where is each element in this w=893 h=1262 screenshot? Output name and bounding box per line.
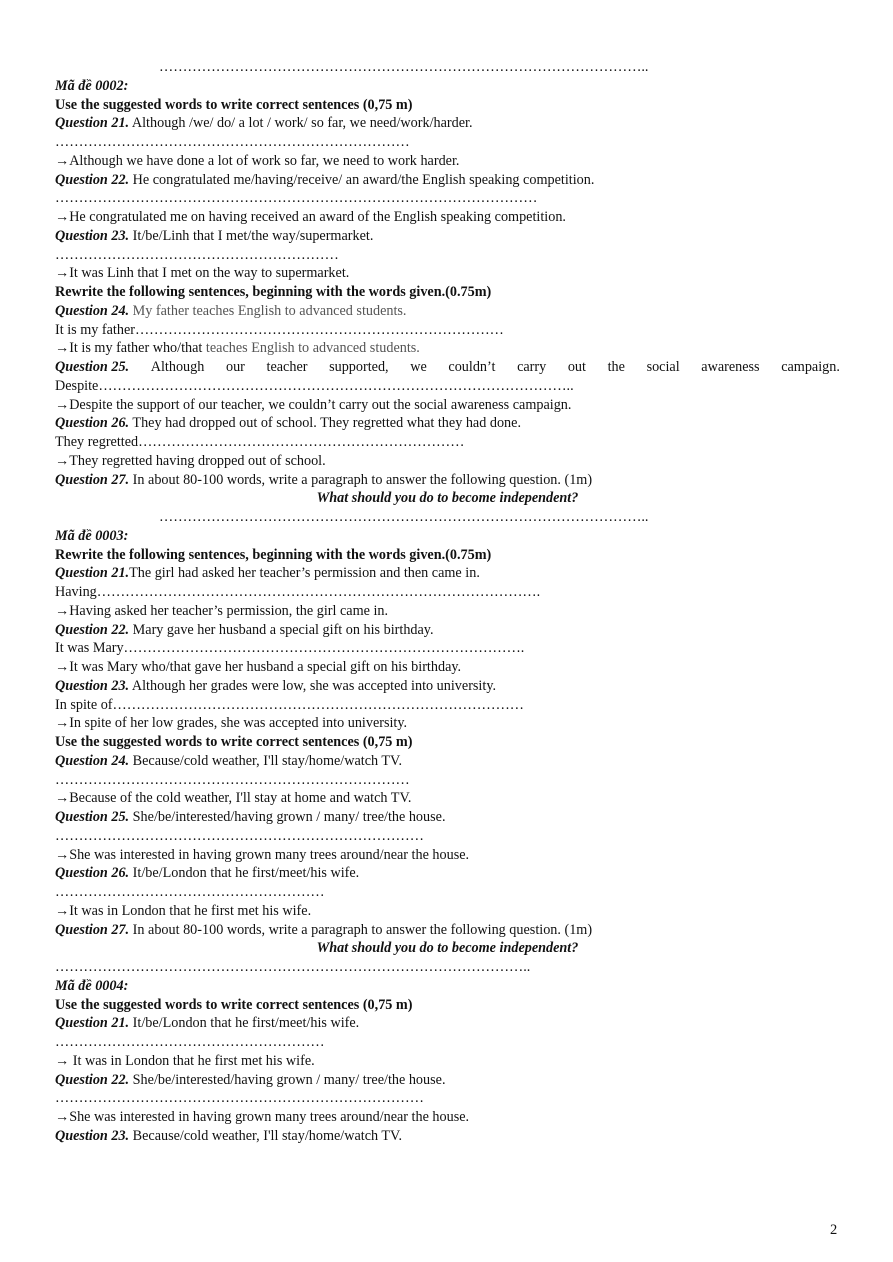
question-25 — [55, 358, 840, 377]
q25-word: carry — [517, 359, 547, 375]
arrow-icon: → — [55, 659, 70, 675]
part-title: Use the suggested words to write correct sentences (0,75 m) — [55, 996, 413, 1013]
question-text: She/be/interested/having grown / many/ tree/the house. — [129, 809, 446, 825]
q25-word: awareness — [701, 359, 760, 375]
question-text: It/be/London that he first/meet/his wife. — [129, 865, 360, 882]
arrow-icon: → — [55, 790, 70, 807]
answer — [55, 452, 840, 471]
question-label: Question 26. — [55, 415, 130, 432]
question-label: Question 23. — [55, 227, 130, 244]
arrow-icon: → — [55, 602, 70, 619]
answer-prompt: They regretted…………………………………………………………… — [55, 434, 465, 450]
question-22 — [55, 621, 840, 640]
question-text: In about 80-100 words, write a paragraph to answer the following question. (1m) — [129, 471, 593, 488]
part-title: Use the suggested words to write correct sentences (0,75 m) — [55, 734, 413, 750]
section-header-0002: Mã đề 0002: — [55, 77, 129, 94]
separator-dots: ………………………………………………………………………………………….. — [159, 59, 649, 75]
essay-question: What should you do to become independent? — [316, 490, 579, 507]
arrow-icon: → — [55, 1109, 70, 1125]
part-title: Use the suggested words to write correct sentences (0,75 m) — [55, 96, 413, 113]
answer-text: She was interested in having grown many trees around/near the house. — [69, 1109, 470, 1125]
answer-dots: ………………………………………………………………… — [55, 771, 410, 788]
answer-text: They regretted having dropped out of school. — [69, 452, 326, 469]
arrow-icon: → — [55, 1052, 70, 1069]
answer-text: Despite the support of our teacher, we couldn’t carry out the social awareness campaign. — [69, 396, 572, 413]
essay-question: What should you do to become independent? — [316, 940, 579, 957]
answer — [55, 396, 840, 415]
answer-text: It was in London that he first met his wife. — [69, 1052, 315, 1069]
question-label: Question 24. — [55, 302, 130, 319]
arrow-icon: → — [55, 902, 70, 919]
question-text: He congratulated me/having/receive/ an award/the English speaking competition. — [129, 171, 595, 188]
question-23 — [55, 677, 840, 696]
answer — [55, 846, 840, 865]
question-text: Although her grades were low, she was accepted into university. — [129, 677, 497, 694]
answer — [55, 789, 840, 808]
answer — [55, 602, 840, 621]
answer-dots: …………………………………………………… — [55, 246, 339, 263]
question-label: Question 26. — [55, 865, 130, 882]
answer-text: In spite of her low grades, she was accepted into university. — [69, 715, 408, 732]
answer-text: She was interested in having grown many trees around/near the house. — [69, 846, 470, 863]
answer-text: He congratulated me on having received an award of the English speaking competition. — [69, 209, 566, 225]
question-label: Question 23. — [55, 677, 130, 694]
answer-prompt: It was Mary…………………………………………………………………………. — [55, 640, 525, 657]
answer-dots: ………………………………………………………………… — [55, 134, 410, 150]
q25-word: social — [646, 359, 680, 375]
question-text: The girl had asked her teacher’s permission and then came in. — [129, 565, 480, 582]
answer-text: It was Linh that I met on the way to supermarket. — [69, 265, 350, 282]
answer-text: Because of the cold weather, I'll stay at home and watch TV. — [69, 790, 412, 807]
question-label: Question 21. — [55, 115, 130, 132]
question-label: Question 21. — [55, 565, 130, 582]
answer-prompt: It is my father…………………………………………………………………… — [55, 321, 504, 338]
question-text: Because/cold weather, I'll stay/home/watch TV. — [129, 1127, 403, 1144]
answer-prompt: Despite……………………………………………………………………………………….. — [55, 377, 574, 394]
separator-dots: ………………………………………………………………………………………….. — [159, 509, 649, 525]
question-text: It/be/London that he first/meet/his wife. — [129, 1015, 360, 1032]
answer — [55, 658, 840, 677]
question-label: Question 27. — [55, 471, 130, 488]
answer — [55, 152, 840, 171]
q25-word: the — [607, 359, 625, 375]
answer-dots: ………………………………………………… — [55, 884, 325, 900]
question-27 — [55, 921, 840, 940]
question-label: Question 21. — [55, 1015, 130, 1032]
part-title: Rewrite the following sentences, beginning with the words given.(0.75m) — [55, 546, 492, 563]
answer-text: It was Mary who/that gave her husband a special gift on his birthday. — [69, 659, 462, 675]
question-26 — [55, 864, 840, 883]
question-26 — [55, 414, 840, 433]
answer-text: Having asked her teacher’s permission, the girl came in. — [69, 602, 389, 619]
answer-dots: ………………………………………………… — [55, 1034, 325, 1050]
arrow-icon: → — [55, 152, 70, 169]
question-21 — [55, 1014, 840, 1033]
question-text: It/be/Linh that I met/the way/supermarket. — [129, 227, 374, 244]
separator-dots: ……………………………………………………………………………………….. — [55, 959, 531, 975]
answer-prompt: In spite of…………………………………………………………………………… — [55, 696, 524, 713]
question-text: They had dropped out of school. They regretted what they had done. — [129, 415, 521, 432]
answer — [55, 902, 840, 921]
answer-text: Although we have done a lot of work so far, we need to work harder. — [69, 152, 460, 169]
arrow-icon: → — [55, 340, 70, 357]
answer-dots: …………………………………………………………………… — [55, 827, 424, 844]
question-text: In about 80-100 words, write a paragraph to answer the following question. (1m) — [129, 921, 593, 938]
question-21 — [55, 564, 840, 583]
question-label: Question 25. — [55, 359, 130, 375]
arrow-icon: → — [55, 209, 70, 225]
q25-word: out — [567, 359, 586, 375]
answer-text: It is my father who/that — [69, 340, 206, 357]
answer — [55, 714, 840, 733]
part-title: Rewrite the following sentences, beginning with the words given.(0.75m) — [55, 284, 492, 300]
answer-text-cont: teaches English to advanced students. — [205, 340, 420, 357]
question-21 — [55, 114, 840, 133]
q25-word: couldn’t — [448, 359, 496, 375]
arrow-icon: → — [55, 265, 70, 282]
q25-word: we — [410, 359, 427, 375]
question-label: Question 25. — [55, 809, 130, 825]
q25-word: teacher — [266, 359, 308, 375]
question-23 — [55, 1127, 840, 1146]
section-header-0003: Mã đề 0003: — [55, 527, 129, 544]
answer — [55, 339, 840, 358]
question-label: Question 22. — [55, 171, 130, 188]
answer-text: It was in London that he first met his wife. — [69, 902, 312, 919]
page-number: 2 — [830, 1222, 838, 1238]
answer-dots: ………………………………………………………………………………………… — [55, 190, 538, 207]
question-label: Question 27. — [55, 921, 130, 938]
question-label: Question 22. — [55, 1071, 130, 1088]
answer-prompt: Having…………………………………………………………………………………. — [55, 584, 541, 600]
question-23 — [55, 227, 840, 246]
q25-word: our — [225, 359, 245, 375]
answer — [55, 1052, 840, 1071]
question-22 — [55, 171, 840, 190]
question-text: She/be/interested/having grown / many/ tree/the house. — [129, 1071, 446, 1088]
question-27 — [55, 471, 840, 490]
q25-word: supported, — [329, 359, 389, 375]
answer — [55, 1108, 840, 1127]
q25-word: Although — [150, 359, 205, 375]
answer — [55, 264, 840, 283]
question-text: Although /we/ do/ a lot / work/ so far, we need/work/harder. — [129, 115, 473, 132]
arrow-icon: → — [55, 715, 70, 732]
question-label: Question 22. — [55, 621, 130, 638]
question-text: Because/cold weather, I'll stay/home/watch TV. — [129, 752, 403, 769]
question-text: My father teaches English to advanced students. — [129, 302, 407, 319]
question-label: Question 24. — [55, 752, 130, 769]
question-25 — [55, 808, 840, 827]
question-24 — [55, 752, 840, 771]
answer-dots: …………………………………………………………………… — [55, 1090, 424, 1107]
question-label: Question 23. — [55, 1127, 130, 1144]
q25-word: campaign. — [781, 359, 840, 375]
question-24 — [55, 302, 840, 321]
question-text: Mary gave her husband a special gift on his birthday. — [129, 621, 434, 638]
question-22 — [55, 1071, 840, 1090]
answer — [55, 208, 840, 227]
arrow-icon: → — [55, 396, 70, 413]
arrow-icon: → — [55, 452, 70, 469]
section-header-0004: Mã đề 0004: — [55, 977, 129, 994]
arrow-icon: → — [55, 846, 70, 863]
document-page — [55, 58, 840, 1146]
